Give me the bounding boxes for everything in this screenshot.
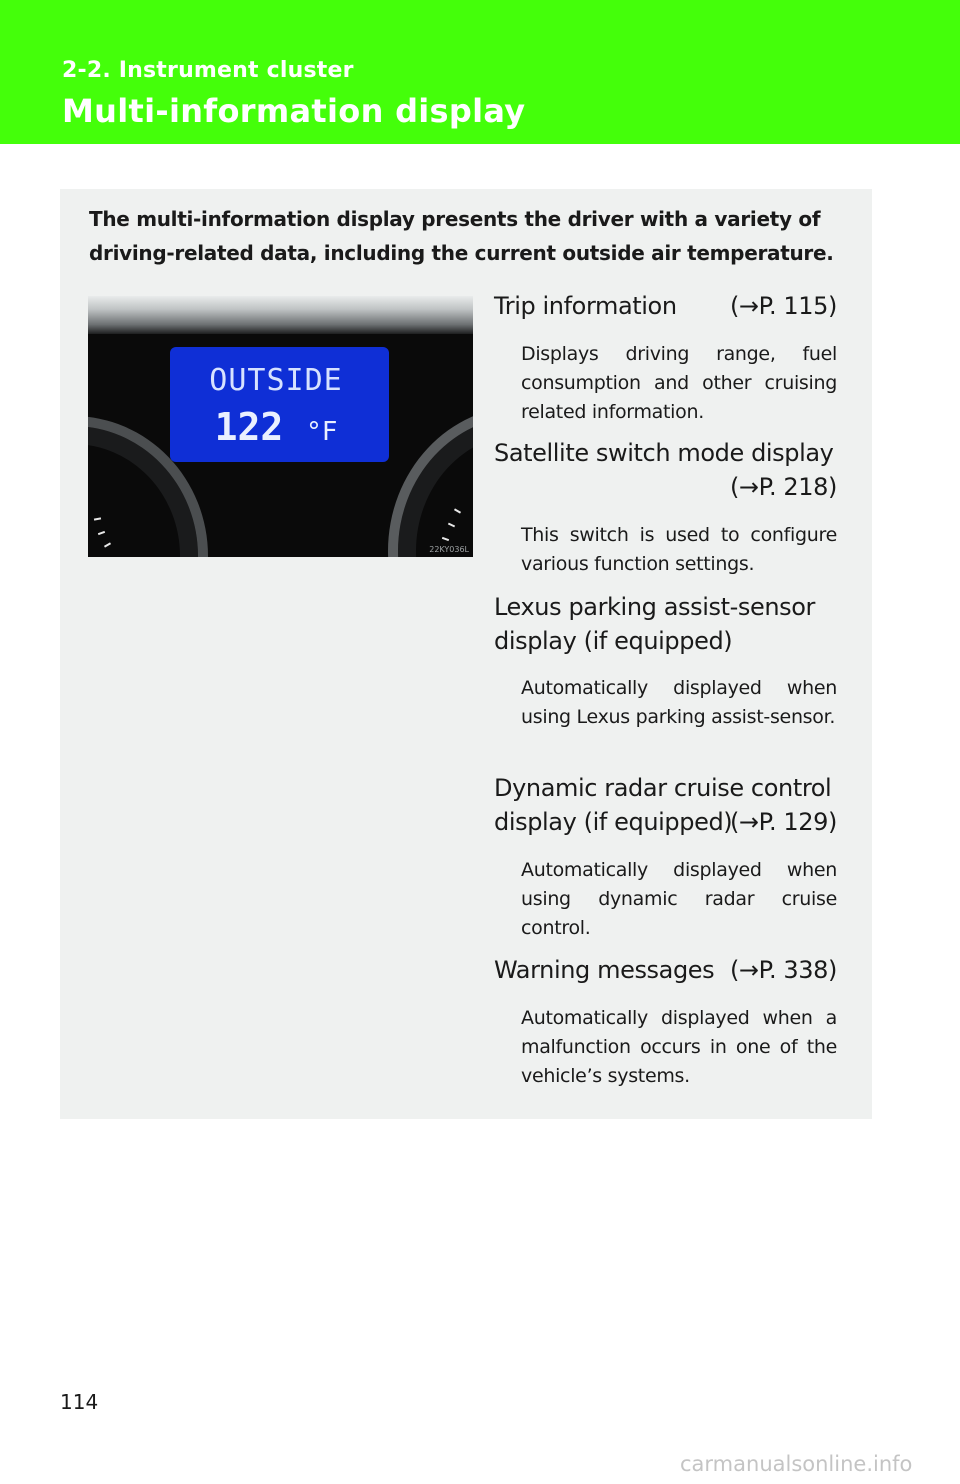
outside-temperature-display (170, 347, 389, 462)
figure-code: 22KY036L (429, 545, 469, 554)
cluster-hood (88, 296, 473, 334)
item-desc-warning-messages: Automatically displayed when a malfunction occurs in one of the vehicle’s systems. (521, 1007, 837, 1087)
item-title-text: Lexus parking assist-sensor display (if equipped) (494, 593, 815, 655)
item-desc-parking-assist: Automatically displayed when using Lexus parking assist-sensor. (521, 677, 837, 728)
section-label: 2-2. Instrument cluster (62, 58, 354, 83)
page-reference: (→P. 338) (729, 956, 837, 984)
item-title-text: Dynamic radar cruise control display (if equipped) (494, 774, 832, 836)
intro-text: The multi-information display presents the driver with a variety of driving-related data, including the current outside air temperature. (89, 207, 834, 265)
page-number: 114 (60, 1390, 99, 1414)
item-desc-trip-information: Displays driving range, fuel consumption and other cruising related information. (521, 343, 837, 423)
item-title-radar-cruise (494, 771, 837, 839)
item-title-trip-information (494, 289, 837, 323)
item-title-warning-messages (494, 953, 837, 987)
right-gauge (388, 406, 473, 557)
page-reference: (→P. 129) (729, 808, 837, 836)
lcd-value-line (170, 405, 382, 449)
item-title-text: Satellite switch mode display (494, 439, 834, 467)
item-title-parking-assist (494, 590, 837, 658)
lcd-value: 122 (214, 405, 284, 449)
lcd-unit: °F (306, 417, 338, 447)
page-reference: (→P. 218) (729, 473, 837, 501)
page-title: Multi-information display (62, 92, 526, 130)
item-title-text: Warning messages (494, 956, 715, 984)
item-title-satellite-switch (494, 436, 837, 504)
item-title-text: Trip information (494, 292, 677, 320)
watermark: carmanualsonline.info (680, 1452, 913, 1476)
page-reference: (→P. 115) (729, 292, 837, 320)
item-desc-satellite-switch: This switch is used to configure various function settings. (521, 524, 837, 575)
lcd-label: OUTSIDE (209, 363, 343, 398)
instrument-cluster-photo (88, 296, 473, 557)
item-desc-radar-cruise: Automatically displayed when using dynamic radar cruise control. (521, 859, 837, 939)
